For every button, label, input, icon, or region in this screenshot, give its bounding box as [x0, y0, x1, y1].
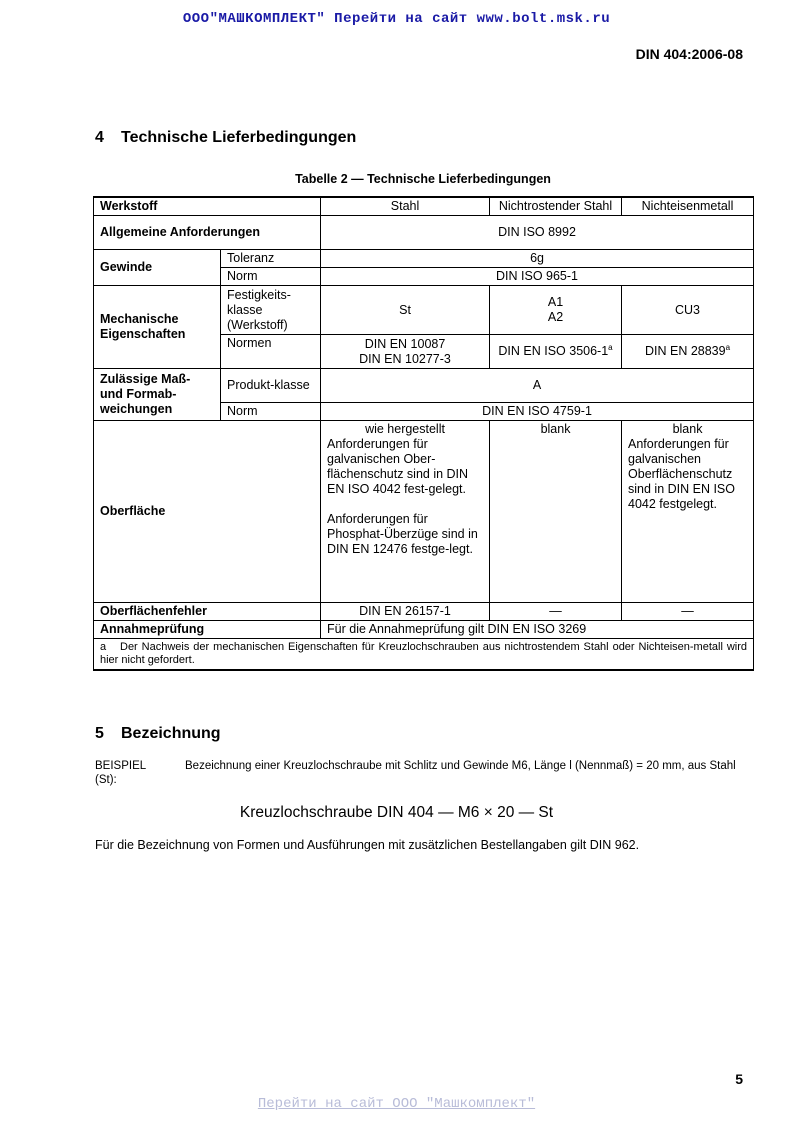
header-nichtrostend: Nichtrostender Stahl: [490, 197, 622, 216]
normen-nichtrostend: [490, 335, 622, 369]
normen-stahl: [321, 335, 490, 369]
oberflaeche-stahl: [321, 421, 490, 603]
section-number: 4: [95, 129, 104, 146]
oberflaeche-stahl-text1: Anforderungen für galvanischen Ober-flächenschutz sind in DIN EN ISO 4042 fest-gelegt.: [327, 437, 469, 496]
festigkeit-nichtrostend: [490, 286, 622, 335]
delivery-conditions-table: [93, 196, 754, 671]
oberflaechenfehler-nichteisen: —: [622, 603, 754, 621]
bottom-site-link[interactable]: Перейти на сайт ООО "Машкомплект": [257, 1096, 536, 1112]
norm-28839: DIN EN 28839: [644, 344, 726, 358]
oberflaeche-stahl-head: wie hergestellt: [365, 422, 445, 436]
row-label-oberflaechenfehler: Oberflächenfehler: [94, 603, 321, 621]
annahme-value: Für die Annahmeprüfung gilt DIN EN ISO 3269: [321, 621, 754, 639]
grade-a2: A2: [547, 310, 564, 324]
footnote-ref: a: [608, 343, 613, 352]
oberflaeche-nichteisen-text: Anforderungen für galvanischen Oberflächenschutz sind in DIN EN ISO 4042 festgelegt.: [628, 437, 735, 511]
gewinde-norm-value: DIN ISO 965-1: [321, 268, 754, 286]
oberflaechenfehler-stahl: DIN EN 26157-1: [321, 603, 490, 621]
zulaessig-norm-label: Norm: [221, 403, 321, 421]
allgemein-value: DIN ISO 8992: [321, 216, 754, 250]
row-label-zulaessig: Zulässige Maß- und Formab-weichungen: [94, 369, 221, 421]
festigkeit-stahl: St: [321, 286, 490, 335]
table-row: [94, 421, 754, 603]
closing-paragraph: Für die Bezeichnung von Formen und Ausführungen mit zusätzlichen Bestellangaben gilt DIN 962.: [95, 838, 640, 852]
normen-label: Normen: [221, 335, 321, 369]
oberflaeche-stahl-text2: Anforderungen für Phosphat-Überzüge sind in DIN EN 12476 festge-legt.: [327, 512, 478, 556]
header-werkstoff: Werkstoff: [94, 197, 321, 216]
example-label: BEISPIEL: [95, 760, 147, 772]
grade-a1: A1: [547, 295, 564, 309]
section-5-heading: [95, 725, 221, 743]
section-4-heading: [95, 129, 356, 147]
row-label-allgemein: Allgemeine Anforderungen: [94, 216, 321, 250]
norm-10087: DIN EN 10087: [364, 336, 446, 351]
page-number: 5: [735, 1071, 743, 1087]
norm-10277-3: DIN EN 10277-3: [359, 351, 451, 366]
table-footnote-row: [94, 639, 754, 671]
norm-3506-1: DIN EN ISO 3506-1: [498, 344, 609, 358]
table-row: [94, 286, 754, 335]
row-label-gewinde: Gewinde: [94, 250, 221, 286]
header-nichteisen: Nichteisenmetall: [622, 197, 754, 216]
festigkeit-label: Festigkeits-klasse (Werkstoff): [221, 286, 321, 335]
designation-formula: Kreuzlochschraube DIN 404 — M6 × 20 — St: [239, 804, 554, 821]
footnote-mark: a: [100, 641, 107, 653]
row-label-annahme: Annahmeprüfung: [94, 621, 321, 639]
gewinde-norm-label: Norm: [221, 268, 321, 286]
oberflaeche-nichtrostend: blank: [490, 421, 622, 603]
table-header-row: [94, 197, 754, 216]
table-row: [94, 369, 754, 403]
header-stahl: Stahl: [321, 197, 490, 216]
oberflaeche-nichteisen: [622, 421, 754, 603]
zulaessig-norm-value: DIN EN ISO 4759-1: [321, 403, 754, 421]
top-site-link[interactable]: ООО"МАШКОМПЛЕКТ" Перейти на сайт www.bolt.msk.ru: [182, 11, 611, 27]
oberflaeche-nichteisen-head: blank: [672, 422, 703, 436]
table-footnote: [94, 639, 754, 671]
normen-nichteisen: [622, 335, 754, 369]
row-label-mechanisch: Mechanische Eigenschaften: [94, 286, 221, 369]
produktklasse-label: Produkt-klasse: [221, 369, 321, 403]
footnote-ref: a: [725, 343, 731, 352]
table-row: [94, 216, 754, 250]
festigkeit-nichteisen: CU3: [622, 286, 754, 335]
table-caption: Tabelle 2 — Technische Lieferbedingungen: [295, 172, 551, 186]
row-label-oberflaeche: Oberfläche: [94, 421, 321, 603]
example-text: Bezeichnung einer Kreuzlochschraube mit Schlitz und Gewinde M6, Länge l (Nennmaß) = 20 mm, aus Stahl (St):: [95, 760, 736, 786]
table-row: [94, 603, 754, 621]
example-paragraph: [95, 759, 745, 787]
gewinde-toleranz-label: Toleranz: [221, 250, 321, 268]
produktklasse-value: A: [321, 369, 754, 403]
footnote-text: Der Nachweis der mechanischen Eigenschaften für Kreuzlochschrauben aus nichtrostendem Stahl oder Nichteisen-metall wird hier nicht gefordert.: [100, 641, 748, 666]
section-number: 5: [95, 725, 104, 742]
section-title: Bezeichnung: [121, 725, 221, 742]
oberflaechenfehler-nichtrostend: —: [490, 603, 622, 621]
gewinde-toleranz-value: 6g: [321, 250, 754, 268]
table-row: [94, 621, 754, 639]
document-id: DIN 404:2006-08: [635, 46, 743, 62]
table-row: [94, 250, 754, 268]
section-title: Technische Lieferbedingungen: [121, 129, 357, 146]
